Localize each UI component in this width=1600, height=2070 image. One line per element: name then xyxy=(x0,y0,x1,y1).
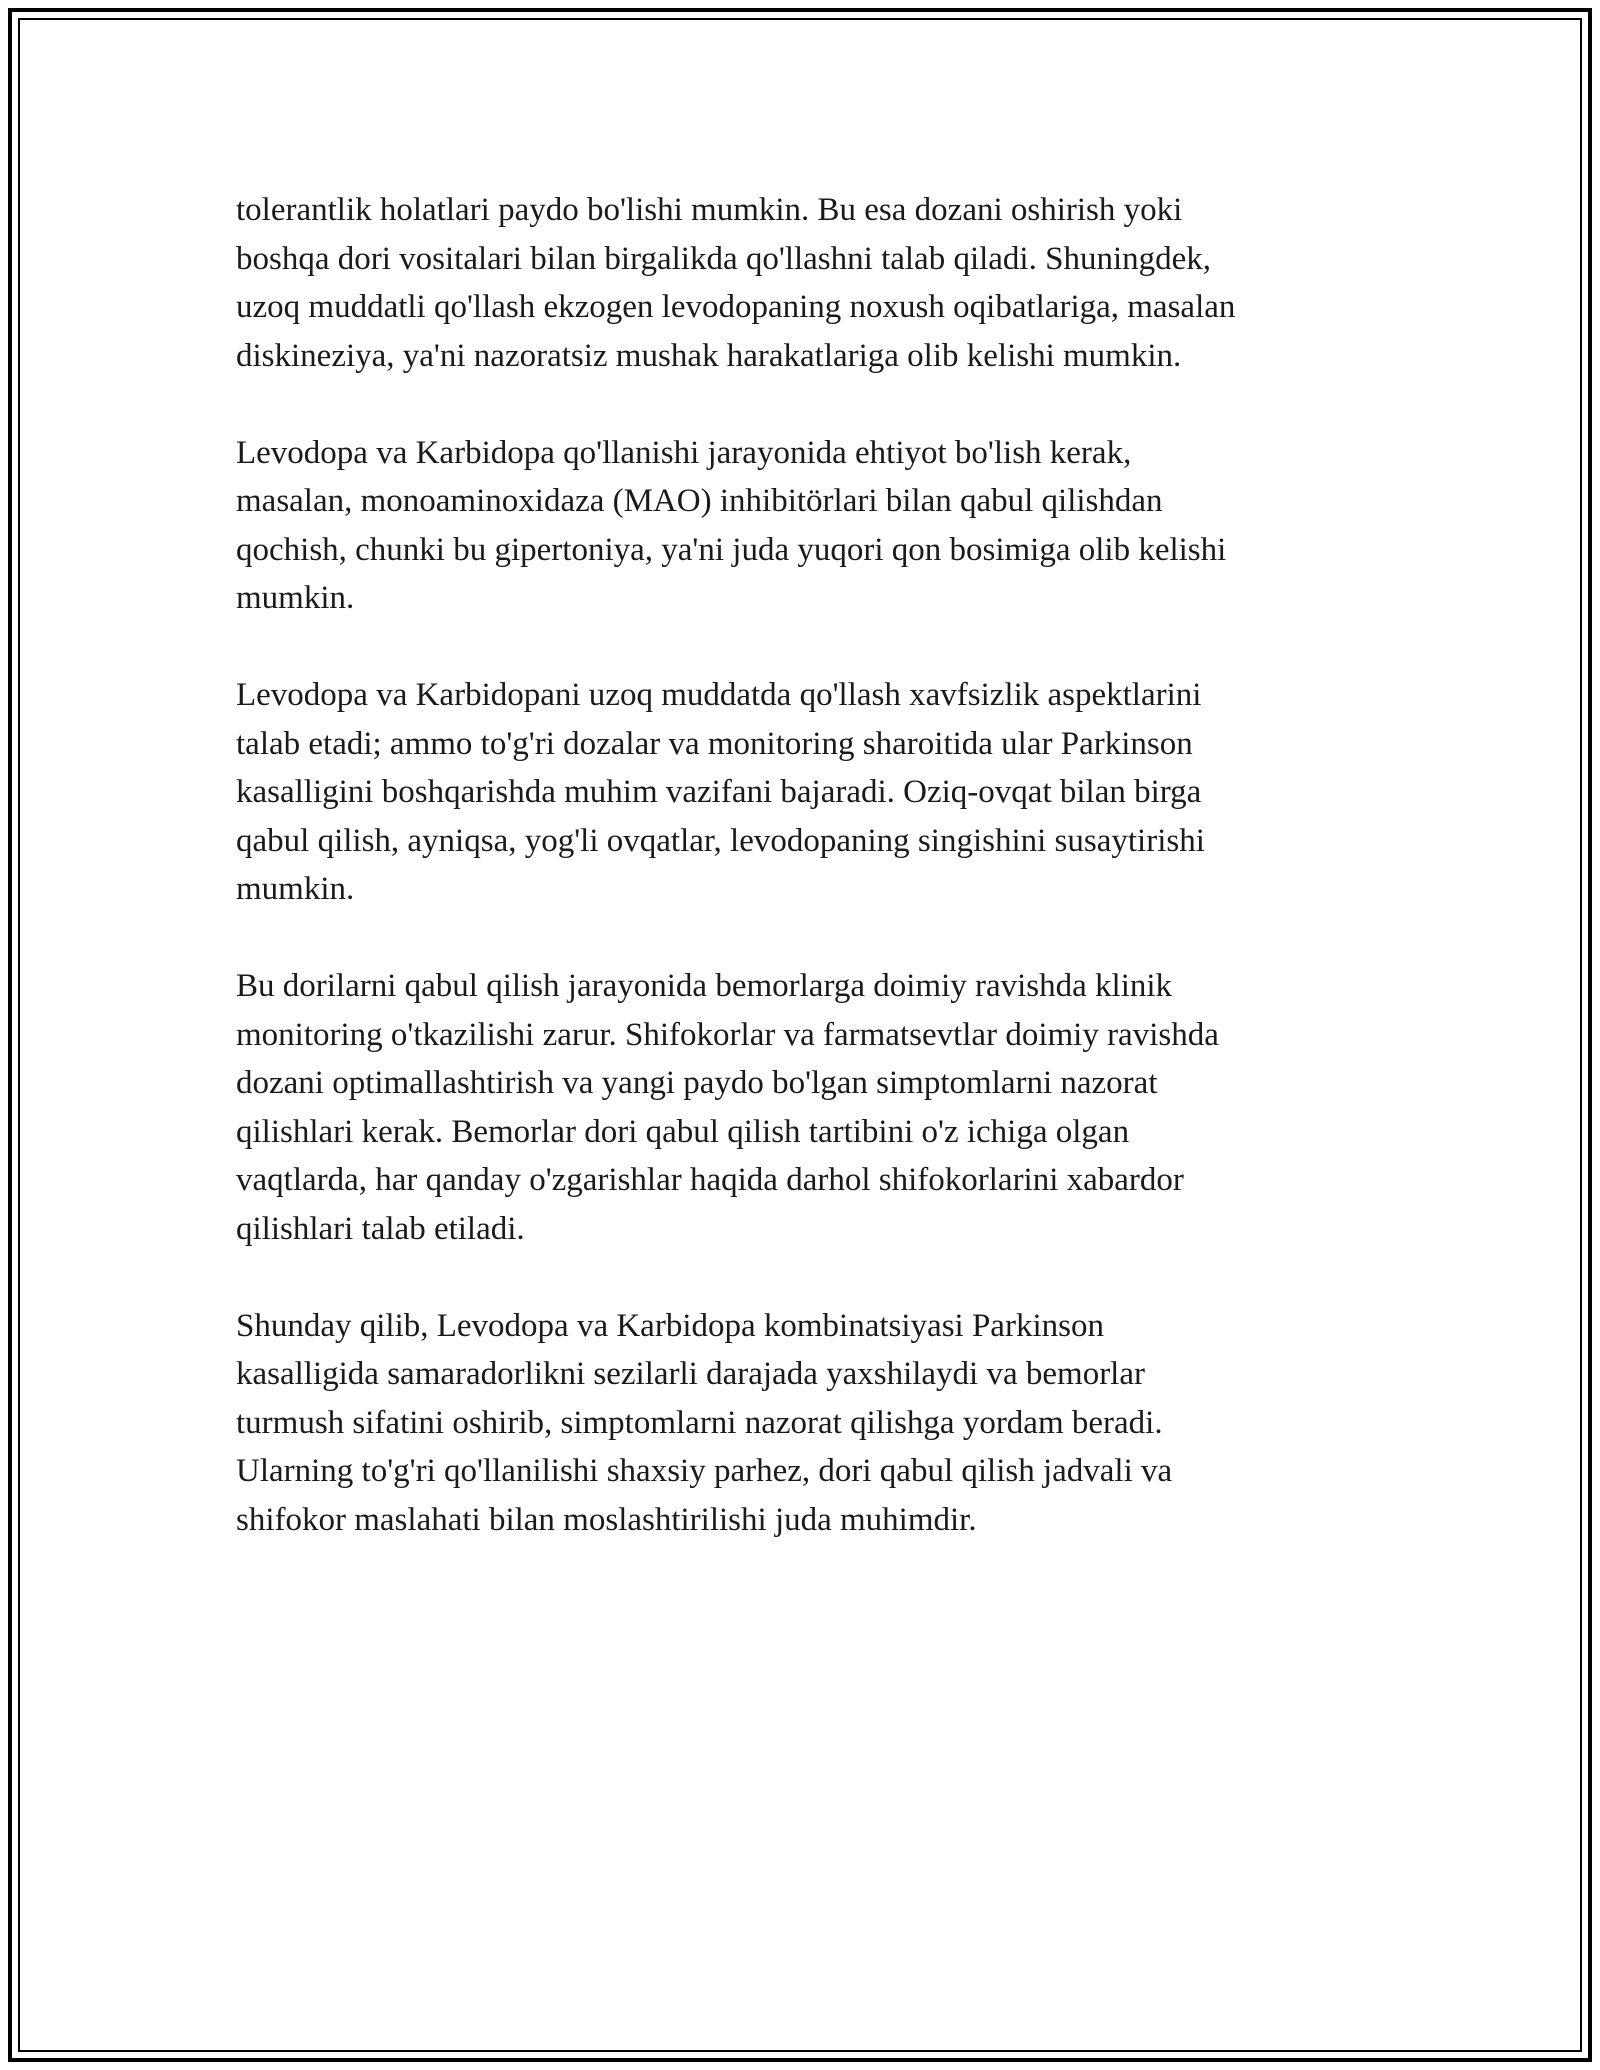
text-line: qilishlari talab etiladi. xyxy=(236,1210,525,1247)
text-line: masalan, monoaminoxidaza (MAO) inhibitörlari bilan qabul qilishdan xyxy=(236,483,1163,519)
text-line: turmush sifatini oshirib, simptomlarni nazorat qilishga yordam beradi. xyxy=(236,1404,1163,1441)
text-line: Shunday qilib, Levodopa va Karbidopa kombinatsiyasi Parkinson xyxy=(236,1307,1104,1344)
text-line: mumkin. xyxy=(236,871,355,907)
text-line: qochish, chunki bu gipertoniya, ya'ni juda yuqori qon bosimiga olib kelishi xyxy=(236,531,1227,568)
text-line: kasalligida samaradorlikni sezilarli darajada yaxshilaydi va bemorlar xyxy=(236,1356,1145,1392)
text-line: qabul qilish, ayniqsa, yog'li ovqatlar, levodopaning singishini susaytirishi xyxy=(236,822,1205,859)
paragraph-2 xyxy=(236,429,1396,623)
paragraph-5 xyxy=(236,1302,1396,1545)
text-line: boshqa dori vositalari bilan birgalikda qo'llashni talab qiladi. Shuningdek, xyxy=(236,240,1212,277)
text-line: Bu dorilarni qabul qilish jarayonida bemorlarga doimiy ravishda klinik xyxy=(236,968,1173,1004)
text-line: diskineziya, ya'ni nazoratsiz mushak harakatlariga olib kelishi mumkin. xyxy=(236,337,1182,374)
text-line: kasalligini boshqarishda muhim vazifani bajaradi. Oziq-ovqat bilan birga xyxy=(236,774,1202,810)
text-line: Levodopa va Karbidopa qo'llanishi jarayonida ehtiyot bo'lish kerak, xyxy=(236,434,1132,471)
text-line: tolerantlik holatlari paydo bo'lishi mumkin. Bu esa dozani oshirish yoki xyxy=(236,192,1183,228)
text-line: Ularning to'g'ri qo'llanilishi shaxsiy parhez, dori qabul qilish jadvali va xyxy=(236,1453,1173,1489)
text-line: mumkin. xyxy=(236,580,355,616)
text-line: talab etadi; ammo to'g'ri dozalar va monitoring sharoitida ular Parkinson xyxy=(236,725,1193,762)
paragraph-3 xyxy=(236,671,1396,914)
document-body xyxy=(236,186,1396,1593)
text-line: monitoring o'tkazilishi zarur. Shifokorlar va farmatsevtlar doimiy ravishda xyxy=(236,1016,1219,1053)
paragraph-1 xyxy=(236,186,1396,380)
paragraph-4 xyxy=(236,962,1396,1253)
text-line: uzoq muddatli qo'llash ekzogen levodopaning noxush oqibatlariga, masalan xyxy=(236,289,1236,325)
text-line: dozani optimallashtirish va yangi paydo bo'lgan simptomlarni nazorat xyxy=(236,1065,1158,1101)
text-line: vaqtlarda, har qanday o'zgarishlar haqida darhol shifokorlarini xabardor xyxy=(236,1162,1184,1198)
text-line: qilishlari kerak. Bemorlar dori qabul qilish tartibini o'z ichiga olgan xyxy=(236,1113,1130,1150)
text-line: Levodopa va Karbidopani uzoq muddatda qo'llash xavfsizlik aspektlarini xyxy=(236,677,1202,713)
text-line: shifokor maslahati bilan moslashtirilishi juda muhimdir. xyxy=(236,1501,977,1538)
